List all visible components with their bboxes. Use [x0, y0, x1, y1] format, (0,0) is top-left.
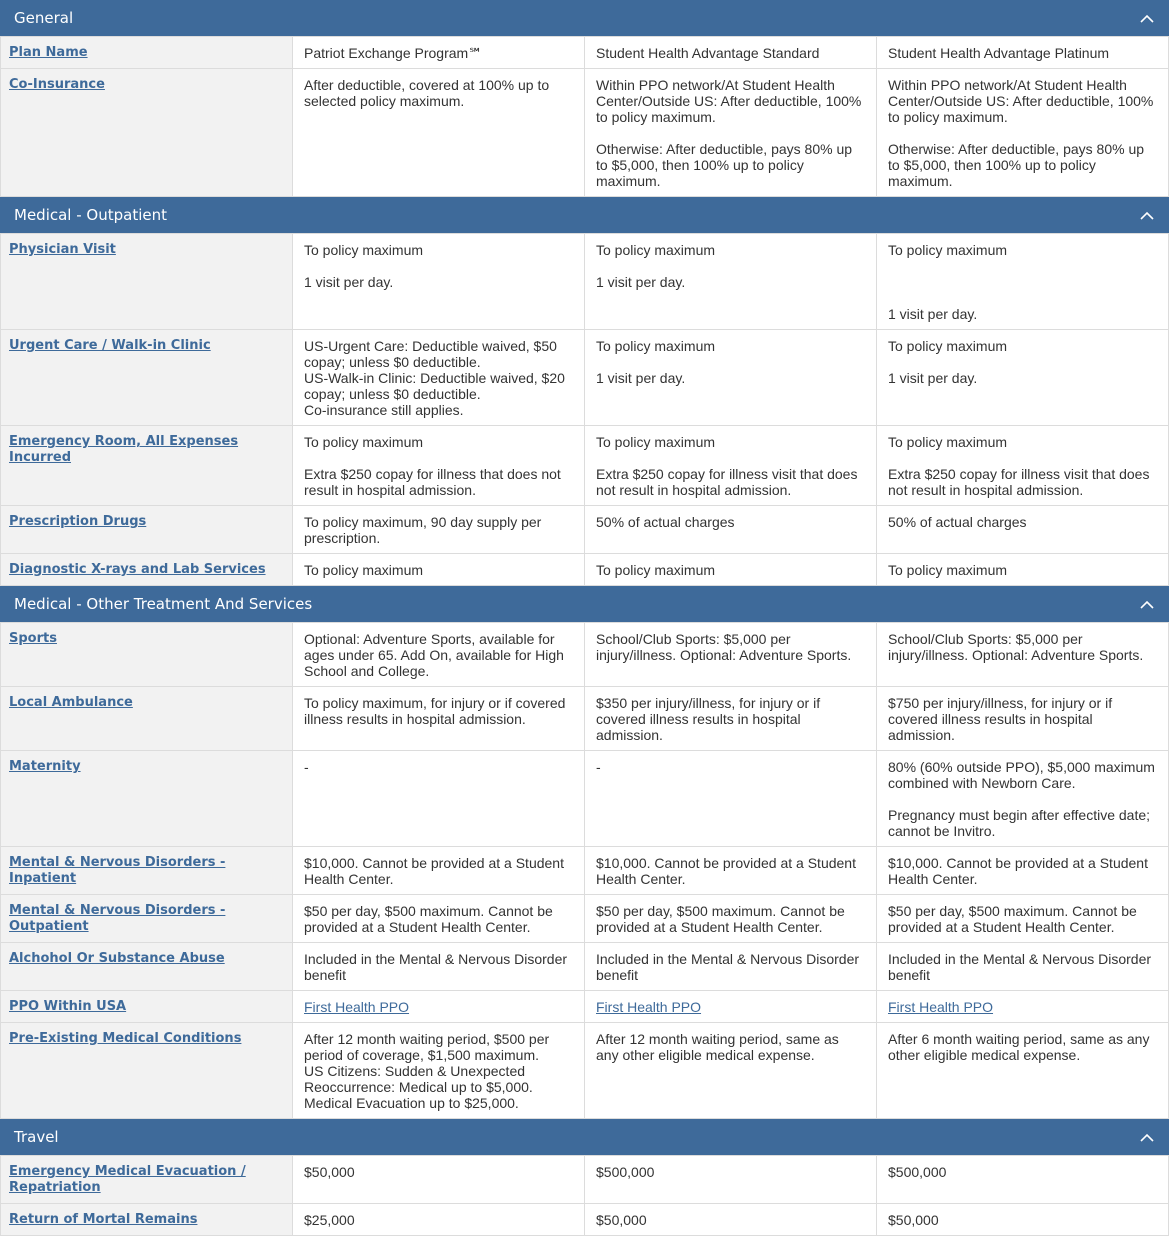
benefit-label-cell — [1, 751, 293, 847]
ppo-link[interactable]: First Health PPO — [888, 999, 994, 1015]
benefits-table — [0, 233, 1169, 586]
plan-value-cell: Student Health Advantage Standard — [585, 37, 877, 69]
plan-value-cell: $750 per injury/illness, for injury or if covered illness results in hospital admission. — [877, 687, 1169, 751]
plan-value-cell: $10,000. Cannot be provided at a Student Health Center. — [877, 847, 1169, 895]
chevron-up-icon[interactable] — [1139, 10, 1155, 26]
benefit-label-cell — [1, 1023, 293, 1119]
table-row — [1, 847, 1169, 895]
table-row — [1, 1156, 1169, 1204]
benefit-link[interactable]: Pre-Existing Medical Conditions — [9, 1031, 242, 1046]
table-row — [1, 37, 1169, 69]
plan-value-cell: To policy maximum 1 visit per day. — [293, 234, 585, 330]
benefit-link[interactable]: Mental & Nervous Disorders - Inpatient — [9, 855, 226, 886]
section-general — [0, 0, 1169, 197]
plan-value-cell: To policy maximum, 90 day supply per prescription. — [293, 506, 585, 554]
table-row — [1, 554, 1169, 586]
table-row — [1, 895, 1169, 943]
table-row — [1, 1023, 1169, 1119]
plan-value-cell: Student Health Advantage Platinum — [877, 37, 1169, 69]
chevron-up-icon[interactable] — [1139, 1129, 1155, 1145]
plan-value-cell: 50% of actual charges — [877, 506, 1169, 554]
plan-value-cell: 80% (60% outside PPO), $5,000 maximum combined with Newborn Care. Pregnancy must begin after effective date; cannot be Invitro. — [877, 751, 1169, 847]
table-row — [1, 234, 1169, 330]
plan-value-cell: $10,000. Cannot be provided at a Student Health Center. — [293, 847, 585, 895]
plan-value-cell: School/Club Sports: $5,000 per injury/illness. Optional: Adventure Sports. — [877, 623, 1169, 687]
table-row — [1, 751, 1169, 847]
benefit-label-cell — [1, 1204, 293, 1236]
section-title: Medical - Outpatient — [14, 206, 167, 224]
benefit-link[interactable]: Local Ambulance — [9, 695, 133, 710]
plan-value-cell: After 12 month waiting period, same as any other eligible medical expense. — [585, 1023, 877, 1119]
benefit-label-cell — [1, 943, 293, 991]
section-title: General — [14, 9, 74, 27]
benefit-link[interactable]: Emergency Medical Evacuation / Repatriation — [9, 1164, 246, 1195]
section-header[interactable] — [0, 586, 1169, 622]
plan-value-cell: $50 per day, $500 maximum. Cannot be provided at a Student Health Center. — [877, 895, 1169, 943]
ppo-link[interactable]: First Health PPO — [596, 999, 702, 1015]
plan-value-cell: $50,000 — [585, 1204, 877, 1236]
plan-value-cell: Within PPO network/At Student Health Center/Outside US: After deductible, 100% to policy maximum. Otherwise: After deductible, pays 80% up to $5,000, then 100% up to policy maximum. — [585, 69, 877, 197]
benefit-link[interactable]: Prescription Drugs — [9, 514, 147, 529]
plan-value-cell: To policy maximum Extra $250 copay for illness visit that does not result in hospital admission. — [877, 426, 1169, 506]
table-row — [1, 943, 1169, 991]
plan-value-cell: After 12 month waiting period, $500 per period of coverage, $1,500 maximum. US Citizens: Sudden & Unexpected Reoccurrence: Medical up to $5,000. Medical Evacuation up to $25,000. — [293, 1023, 585, 1119]
ppo-link[interactable]: First Health PPO — [304, 999, 410, 1015]
plan-value-cell: $25,000 — [293, 1204, 585, 1236]
plan-value-cell: To policy maximum — [585, 554, 877, 586]
benefit-link[interactable]: Co-Insurance — [9, 77, 105, 92]
plan-value-cell: 50% of actual charges — [585, 506, 877, 554]
plan-value-cell: $50 per day, $500 maximum. Cannot be provided at a Student Health Center. — [293, 895, 585, 943]
plan-value-cell: After 6 month waiting period, same as any other eligible medical expense. — [877, 1023, 1169, 1119]
plan-value-cell: To policy maximum 1 visit per day. — [585, 234, 877, 330]
benefit-link[interactable]: Return of Mortal Remains — [9, 1212, 198, 1227]
plan-value-cell — [585, 991, 877, 1023]
chevron-up-icon[interactable] — [1139, 207, 1155, 223]
benefit-link[interactable]: Diagnostic X-rays and Lab Services — [9, 562, 266, 577]
section-title: Travel — [14, 1128, 59, 1146]
plan-value-cell: To policy maximum 1 visit per day. — [585, 330, 877, 426]
plan-value-cell: US-Urgent Care: Deductible waived, $50 copay; unless $0 deductible. US-Walk-in Clinic: Deductible waived, $20 copay; unless $0 deductible. Co-insurance still applies. — [293, 330, 585, 426]
table-row — [1, 623, 1169, 687]
benefit-link[interactable]: Urgent Care / Walk-in Clinic — [9, 338, 211, 353]
benefit-link[interactable]: PPO Within USA — [9, 999, 127, 1014]
benefit-label-cell — [1, 37, 293, 69]
benefit-link[interactable]: Physician Visit — [9, 242, 116, 257]
section-title: Medical - Other Treatment And Services — [14, 595, 313, 613]
plan-value-cell: - — [585, 751, 877, 847]
plan-value-cell — [293, 991, 585, 1023]
benefit-link[interactable]: Alchohol Or Substance Abuse — [9, 951, 225, 966]
table-row — [1, 330, 1169, 426]
section-header[interactable] — [0, 197, 1169, 233]
table-row — [1, 1204, 1169, 1236]
benefit-link[interactable]: Mental & Nervous Disorders - Outpatient — [9, 903, 226, 934]
table-row — [1, 426, 1169, 506]
table-row — [1, 69, 1169, 197]
benefit-label-cell — [1, 687, 293, 751]
benefits-table — [0, 622, 1169, 1119]
benefits-table — [0, 1155, 1169, 1236]
plan-value-cell: Patriot Exchange Program℠ — [293, 37, 585, 69]
plan-value-cell: $50,000 — [293, 1156, 585, 1204]
benefit-label-cell — [1, 330, 293, 426]
plan-value-cell: School/Club Sports: $5,000 per injury/illness. Optional: Adventure Sports. — [585, 623, 877, 687]
plan-value-cell: To policy maximum 1 visit per day. — [877, 234, 1169, 330]
table-row — [1, 991, 1169, 1023]
plan-value-cell: To policy maximum Extra $250 copay for illness that does not result in hospital admission. — [293, 426, 585, 506]
benefit-label-cell — [1, 426, 293, 506]
plan-value-cell: Within PPO network/At Student Health Center/Outside US: After deductible, 100% to policy maximum. Otherwise: After deductible, pays 80% up to $5,000, then 100% up to policy maximum. — [877, 69, 1169, 197]
benefit-label-cell — [1, 69, 293, 197]
benefit-label-cell — [1, 991, 293, 1023]
plan-value-cell: After deductible, covered at 100% up to selected policy maximum. — [293, 69, 585, 197]
table-row — [1, 687, 1169, 751]
plan-value-cell: $10,000. Cannot be provided at a Student Health Center. — [585, 847, 877, 895]
plan-value-cell: $500,000 — [585, 1156, 877, 1204]
benefit-label-cell — [1, 234, 293, 330]
plan-value-cell: Included in the Mental & Nervous Disorder benefit — [293, 943, 585, 991]
plan-value-cell — [877, 991, 1169, 1023]
plan-value-cell: $350 per injury/illness, for injury or if covered illness results in hospital admission. — [585, 687, 877, 751]
plan-value-cell: To policy maximum, for injury or if covered illness results in hospital admission. — [293, 687, 585, 751]
plan-value-cell: To policy maximum — [877, 554, 1169, 586]
plan-value-cell: $500,000 — [877, 1156, 1169, 1204]
section-header[interactable] — [0, 1119, 1169, 1155]
benefit-label-cell — [1, 847, 293, 895]
chevron-up-icon[interactable] — [1139, 596, 1155, 612]
plan-value-cell: $50 per day, $500 maximum. Cannot be provided at a Student Health Center. — [585, 895, 877, 943]
benefit-link[interactable]: Emergency Room, All Expenses Incurred — [9, 434, 239, 465]
benefit-label-cell — [1, 623, 293, 687]
plan-value-cell: To policy maximum — [293, 554, 585, 586]
section-travel — [0, 1119, 1169, 1236]
benefit-link[interactable]: Sports — [9, 631, 57, 646]
benefit-label-cell — [1, 1156, 293, 1204]
benefit-label-cell — [1, 554, 293, 586]
plan-value-cell: To policy maximum 1 visit per day. — [877, 330, 1169, 426]
table-row — [1, 506, 1169, 554]
section-medical-outpatient — [0, 197, 1169, 586]
section-medical-other-treatment-and-services — [0, 586, 1169, 1119]
plan-value-cell: - — [293, 751, 585, 847]
section-header[interactable] — [0, 0, 1169, 36]
plan-value-cell: Included in the Mental & Nervous Disorder benefit — [585, 943, 877, 991]
benefit-link[interactable]: Maternity — [9, 759, 81, 774]
benefits-table — [0, 36, 1169, 197]
plan-value-cell: To policy maximum Extra $250 copay for illness visit that does not result in hospital admission. — [585, 426, 877, 506]
benefit-label-cell — [1, 895, 293, 943]
plan-value-cell: Optional: Adventure Sports, available for ages under 65. Add On, available for High School and College. — [293, 623, 585, 687]
plan-value-cell: $50,000 — [877, 1204, 1169, 1236]
benefit-link[interactable]: Plan Name — [9, 45, 88, 60]
benefit-label-cell — [1, 506, 293, 554]
plan-value-cell: Included in the Mental & Nervous Disorder benefit — [877, 943, 1169, 991]
